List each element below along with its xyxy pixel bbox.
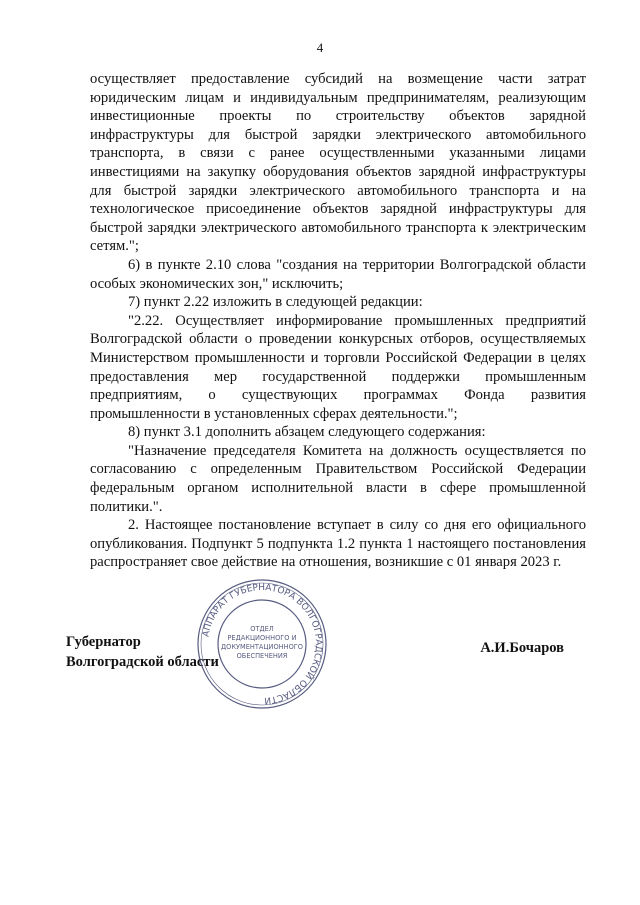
paragraph: 8) пункт 3.1 дополнить абзацем следующего содержания: bbox=[128, 424, 486, 441]
stamp-center-text: ОТДЕЛ bbox=[250, 625, 274, 633]
paragraph: 6) в пункте 2.10 слова "создания на территории Волгоградской области особых экономических зон," исключить; bbox=[90, 256, 586, 292]
stamp-center-text: ОБЕСПЕЧЕНИЯ bbox=[236, 652, 288, 660]
stamp-center-text: РЕДАКЦИОННОГО И bbox=[227, 634, 297, 642]
paragraph: осуществляет предоставление субсидий на возмещение части затрат юридическим лицам и индивидуальным предпринимателям, реализующим инвестиционные проекты по строительству объектов зарядной инфраструктуры для быстрой зарядки электрического автомобильного транспорта, в связи с ранее осуществленными указанными лицами инвестициями на закупку оборудования объектов зарядной инфраструктуры для быстрой зарядки электрического автомобильного транспорта и на технологическое присоединение объектов зарядной инфраструктуры для быстрой зарядки электрического автомобильного транспорта к электрическим сетям."; bbox=[90, 71, 586, 255]
stamp-center-text: ДОКУМЕНТАЦИОННОГО bbox=[221, 643, 303, 651]
page-number: 4 bbox=[316, 40, 324, 55]
signatory-region: Волгоградской области bbox=[66, 654, 219, 670]
signatory-position: Губернатор bbox=[66, 634, 141, 650]
stamp-ring-text: АППАРАТ ГУБЕРНАТОРА ВОЛГОГРАДСКОЙ ОБЛАСТИ bbox=[201, 582, 324, 706]
official-stamp bbox=[196, 578, 328, 710]
paragraph: 2. Настоящее постановление вступает в силу со дня его официального опубликования. Подпункт 5 подпункта 1.2 пункта 1 настоящего постановления распространяет свое действие на отношения, возникшие с 01 января 2023 г. bbox=[90, 517, 586, 571]
paragraph: "Назначение председателя Комитета на должность осуществляется по согласованию с определенным Правительством Российской Федерации федеральным органом исполнительной власти в сфере промышленной политики.". bbox=[90, 442, 586, 515]
paragraph: "2.22. Осуществляет информирование промышленных предприятий Волгоградской области о проведении конкурсных отборов, осуществляемых Министерством промышленности и торговли Российской Федерации в целях предоставления мер государственной поддержки промышленным предприятиям, о существующих программах Фонда развития промышленности в установленных сферах деятельности."; bbox=[90, 312, 586, 422]
paragraph: 7) пункт 2.22 изложить в следующей редакции: bbox=[128, 294, 423, 311]
signatory-name: А.И.Бочаров bbox=[480, 640, 564, 656]
document-body bbox=[90, 70, 586, 572]
